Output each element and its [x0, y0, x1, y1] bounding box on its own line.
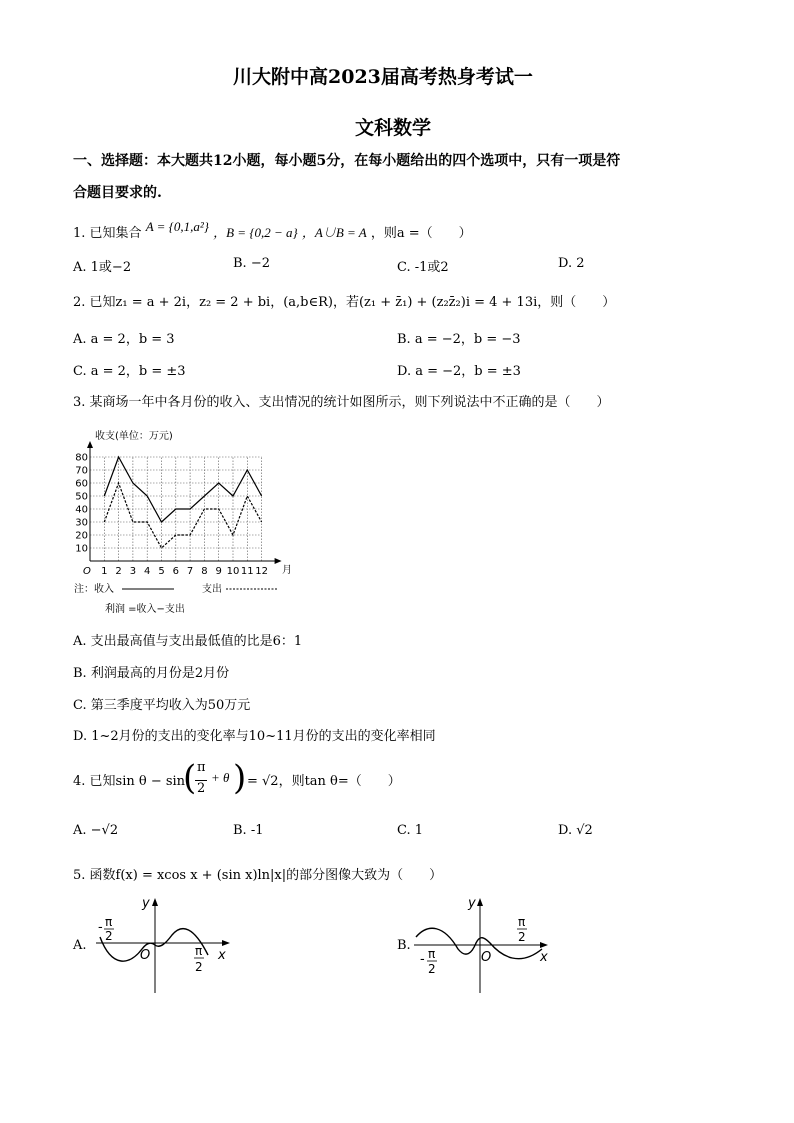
- graph-b-y-label: y: [468, 896, 476, 911]
- chart-x-tick-label: 5: [158, 566, 165, 577]
- chart-axes: [87, 441, 282, 564]
- chart-y-tick-label: 30: [75, 517, 88, 529]
- section-heading-line1: 一、选择题：本大题共12小题，每小题5分，在每小题给出的四个选项中，只有一项是符: [73, 153, 621, 169]
- page-title: 川大附中高2023届高考热身考试一: [233, 66, 533, 88]
- chart-origin: O: [83, 566, 91, 577]
- q3-option-b[interactable]: B. 利润最高的月份是2月份: [73, 666, 230, 681]
- graph-a-curve: [100, 929, 208, 962]
- chart-legend-income: 注：收入: [74, 584, 114, 595]
- graph-a-pos-pi: π: [195, 944, 203, 958]
- chart-y-tick-label: 10: [75, 543, 88, 555]
- q2-option-d[interactable]: D. a = −2，b = ±3: [397, 364, 521, 379]
- q1-union: ，A∪B = A: [301, 225, 367, 240]
- graph-a-x-label: x: [218, 948, 226, 963]
- chart-title: 收支(单位：万元): [95, 431, 173, 442]
- chart-y-tick-label: 50: [75, 491, 88, 503]
- graph-a-neg-pi: π: [105, 915, 113, 929]
- q1-option-a[interactable]: A. 1或−2: [73, 260, 132, 275]
- q1-tail: ，则a =（ ）: [370, 226, 472, 241]
- chart-x-tick-label: 4: [144, 566, 151, 577]
- chart-x-tick-label: 6: [172, 566, 179, 577]
- chart-x-tick-label: 9: [215, 566, 222, 577]
- q5-option-b-label[interactable]: B.: [397, 938, 411, 953]
- graph-a-neg-two: 2: [105, 929, 113, 943]
- q4-left-paren: (: [183, 758, 197, 798]
- chart-x-tick-label: 11: [240, 566, 254, 577]
- q1-set-a: A = {0,1,a²}: [145, 219, 209, 234]
- q1-option-b[interactable]: B. −2: [233, 256, 270, 271]
- graph-a-neg-sign: -: [98, 920, 103, 935]
- chart-x-tick-label: 7: [186, 566, 194, 577]
- graph-b-x-label: x: [540, 950, 548, 965]
- graph-b-neg-pi: π: [428, 947, 436, 961]
- chart-series-income-line: [104, 457, 261, 522]
- graph-a-pos-two: 2: [195, 960, 203, 974]
- chart-x-tick-label: 8: [201, 566, 208, 577]
- graph-a-x-arrow: [222, 940, 230, 946]
- graph-b-origin: O: [481, 950, 492, 965]
- graph-a-y-arrow: [152, 898, 158, 906]
- q4-option-c[interactable]: C. 1: [397, 823, 424, 838]
- q4-option-d[interactable]: D. √2: [558, 823, 593, 838]
- chart-x-tick-label: 12: [255, 566, 268, 577]
- graph-a-y-label: y: [142, 896, 150, 911]
- chart-x-tick-label: 3: [129, 566, 137, 577]
- q3-option-a[interactable]: A. 支出最高值与支出最低值的比是6：1: [73, 634, 303, 649]
- q3-option-c[interactable]: C. 第三季度平均收入为50万元: [73, 698, 251, 713]
- graph-b-y-arrow: [477, 898, 483, 906]
- chart-y-tick-label: 20: [75, 530, 88, 542]
- q5-stem: 5. 函数f(x) = xcos x + (sin x)ln|x|的部分图像大致为（ ）: [73, 868, 443, 883]
- chart-y-tick-label: 70: [75, 465, 88, 477]
- chart-y-tick-label: 60: [75, 478, 88, 490]
- chart-y-arrow: [87, 441, 93, 448]
- income-expense-chart: [70, 426, 300, 622]
- chart-legend-expense: 支出: [202, 584, 222, 595]
- q5-graph-a[interactable]: [90, 893, 240, 995]
- q1-option-c[interactable]: C. -1或2: [397, 260, 449, 275]
- q1-stem: [73, 219, 472, 241]
- chart-series-expense-line: [104, 483, 261, 548]
- section-heading-line2: 合题目要求的.: [73, 185, 162, 201]
- q5-graph-b[interactable]: [410, 893, 560, 995]
- q2-stem: 2. 已知z₁ = a + 2i，z₂ = 2 + bi，(a,b∈R)，若(z₁ + z̄₁) + (z₂z̄₂)i = 4 + 13i，则（ ）: [73, 295, 616, 310]
- q2-option-c[interactable]: C. a = 2，b = ±3: [73, 364, 186, 379]
- q1-set-b: ，B = {0,2 − a}: [213, 225, 298, 240]
- q4-right-paren: ): [233, 758, 247, 798]
- q4-stem-theta: + θ: [211, 770, 230, 785]
- q5-option-a-label[interactable]: A.: [73, 938, 87, 953]
- q2-option-a[interactable]: A. a = 2，b = 3: [73, 332, 175, 347]
- chart-x-tick-label: 1: [101, 566, 108, 577]
- chart-series: [104, 457, 261, 548]
- chart-x-arrow: [275, 558, 282, 564]
- q2-option-b[interactable]: B. a = −2，b = −3: [397, 332, 521, 347]
- q4-stem-lead: 4. 已知sin θ − sin: [73, 774, 186, 789]
- q4-option-a[interactable]: A. −√2: [73, 823, 119, 838]
- chart-x-tick-label: 2: [115, 566, 122, 577]
- graph-b-neg-two: 2: [428, 962, 436, 976]
- q4-stem-tail: = √2，则tan θ=（ ）: [247, 774, 401, 789]
- q4-frac-den: 2: [197, 781, 206, 796]
- chart-x-unit: 月: [282, 565, 292, 576]
- graph-b-x-arrow: [540, 942, 548, 948]
- chart-y-tick-label: 80: [75, 452, 88, 464]
- chart-profit-note: 利润 =收入−支出: [105, 604, 185, 615]
- chart-y-tick-label: 40: [75, 504, 88, 516]
- graph-b-pos-two: 2: [518, 930, 526, 944]
- q4-frac-num: π: [197, 760, 206, 775]
- q3-stem: 3. 某商场一年中各月份的收入、支出情况的统计如图所示，则下列说法中不正确的是（ ）: [73, 395, 610, 410]
- page-subtitle: 文科数学: [355, 117, 432, 139]
- q1-stem-lead: 1. 已知集合: [73, 226, 142, 241]
- q3-option-d[interactable]: D. 1~2月份的支出的变化率与10~11月份的支出的变化率相同: [73, 729, 436, 744]
- graph-b-neg-sign: -: [420, 952, 425, 967]
- graph-b-pos-pi: π: [518, 915, 526, 929]
- q1-option-d[interactable]: D. 2: [558, 256, 585, 271]
- q4-option-b[interactable]: B. -1: [233, 823, 264, 838]
- chart-x-tick-label: 10: [226, 566, 240, 577]
- graph-a-origin: O: [140, 948, 151, 963]
